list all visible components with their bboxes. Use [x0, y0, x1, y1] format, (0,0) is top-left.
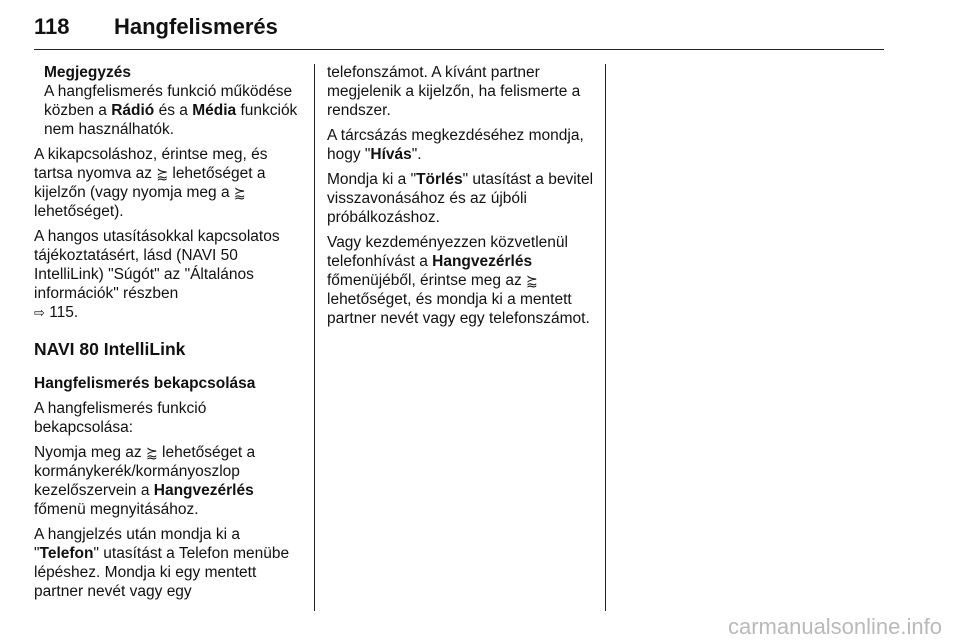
note-text-2: és a	[154, 102, 193, 119]
p4-text-a: Nyomja meg az	[34, 444, 146, 461]
p1-text-b: lehetőséget a kijelzőn (vagy nyomja meg a	[34, 165, 266, 201]
m2-bold: Hívás	[370, 146, 412, 163]
page-reference-arrow-icon: ⇨	[34, 305, 45, 320]
watermark: carmanualsonline.info	[727, 614, 942, 639]
m4-bold: Hangvezérlés	[432, 253, 533, 270]
p5-text-c: " utasítást a Telefon menübe lépéshez. Mondja ki egy mentett partner nevét vagy egy	[34, 545, 290, 600]
paragraph-activation: A hangfelismerés funkció bekapcsolása:	[34, 400, 207, 436]
note-text-1: A hangfelismerés funkció működése közben a	[44, 83, 293, 119]
paragraph-call	[327, 126, 595, 164]
paragraph-help-reference	[34, 227, 302, 322]
note-text	[44, 82, 302, 139]
page-number: 118	[34, 14, 70, 39]
m2-text-c: ".	[411, 146, 422, 163]
note-box	[34, 63, 302, 139]
p5-text-a: A hangjelzés után mondja ki a "	[34, 526, 240, 562]
column-divider-2	[605, 64, 606, 611]
p4-text-b: lehetőséget a kormánykerék/kormányoszlop kezelőszervein a	[34, 444, 256, 499]
voice-control-icon: ⪸	[156, 165, 169, 181]
p2-text: A hangos utasításokkal kapcsolatos tájékoztatásért, lásd (NAVI 50 IntelliLink) "Súgót" az "Általános információk" részben	[34, 228, 280, 302]
paragraph-press-voice	[34, 443, 302, 519]
m3-bold: Törlés	[416, 171, 463, 188]
note-bold-radio: Rádió	[111, 102, 155, 119]
voice-control-icon: ⪸	[145, 444, 158, 460]
m3-text-c: " utasítást a bevitel visszavonásához és az újbóli próbálkozáshoz.	[327, 171, 594, 226]
p4-text-d: főmenü megnyitásához.	[34, 501, 199, 518]
paragraph-phone-number: telefonszámot. A kívánt partner megjelenik a kijelzőn, ha felismerte a rendszer.	[327, 64, 581, 119]
paragraph-deactivate	[34, 145, 302, 221]
m4-text-c: főmenüjéből, érintse meg az	[327, 272, 527, 289]
note-title: Megjegyzés	[44, 64, 132, 81]
voice-control-icon: ⪸	[233, 184, 246, 200]
p5-bold: Telefon	[39, 545, 94, 562]
middle-column	[327, 63, 595, 334]
note-text-3: funkciók nem használhatók.	[44, 102, 298, 138]
note-bold-media: Média	[192, 102, 237, 119]
p2-ref: 115.	[44, 304, 79, 321]
m4-text-a: Vagy kezdeményezzen közvetlenül telefonhívást a	[327, 234, 568, 270]
header-rule	[34, 49, 884, 50]
paragraph-direct-call	[327, 233, 595, 328]
p4-bold: Hangvezérlés	[153, 482, 254, 499]
m4-text-d: lehetőséget, és mondja ki a mentett partner nevét vagy egy telefonszámot.	[327, 291, 590, 327]
page-title: Hangfelismerés	[114, 14, 278, 39]
column-divider-1	[314, 64, 315, 611]
left-column	[34, 63, 302, 607]
voice-control-icon: ⪸	[526, 272, 538, 288]
p1-text-c: lehetőséget).	[34, 203, 124, 220]
m3-text-a: Mondja ki a "	[327, 171, 417, 188]
page-header	[34, 10, 884, 50]
paragraph-telefon	[34, 525, 302, 601]
m2-text-a: A tárcsázás megkezdéséhez mondja, hogy "	[327, 127, 584, 163]
paragraph-delete	[327, 170, 595, 227]
sub-heading: Hangfelismerés bekapcsolása	[34, 375, 256, 392]
section-heading: NAVI 80 IntelliLink	[34, 339, 186, 359]
p1-text-a: A kikapcsoláshoz, érintse meg, és tartsa nyomva az	[34, 146, 268, 182]
